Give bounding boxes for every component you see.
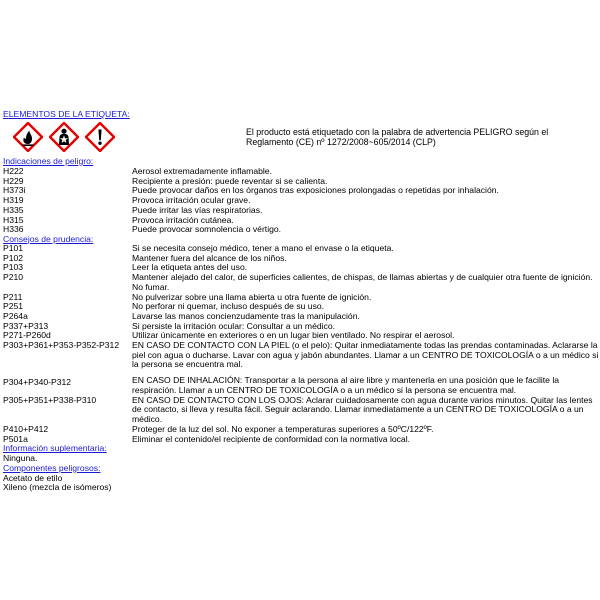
precaution-text: Eliminar el contenido/el recipiente de conformidad con la normativa local. <box>132 433 411 444</box>
precaution-text: Proteger de la luz del sol. No exponer a temperaturas superiores a 50ºC/122ºF. <box>132 424 434 434</box>
precautionary-statements-title: Consejos de prudencia: <box>3 233 94 244</box>
label-elements-title: ELEMENTOS DE LA ETIQUETA: <box>3 109 130 119</box>
supplementary-info-title: Información suplementaria: <box>3 443 107 454</box>
component-item: Acetato de etilo <box>3 472 63 483</box>
component-item: Xileno (mezcla de isómeros) <box>3 482 112 493</box>
hazard-code: H335 <box>3 204 24 215</box>
precaution-code: P501a <box>3 433 28 444</box>
precaution-code: P303+P361+P353-P352-P312 <box>3 340 120 350</box>
hazard-code: H373i <box>3 185 26 196</box>
hazard-code: H319 <box>3 195 24 206</box>
precaution-text: No pulverizar sobre una llama abierta u otra fuente de ignición. <box>132 291 372 302</box>
exclamation-icon <box>85 122 115 152</box>
hazard-text: Provoca irritación cutánea. <box>132 214 234 225</box>
precaution-code: P210 <box>3 272 24 283</box>
precaution-text: Si persiste la irritación ocular: Consultar a un médico. <box>132 320 335 331</box>
hazard-text: Provoca irritación ocular grave. <box>132 195 251 206</box>
health-hazard-icon <box>49 122 79 152</box>
hazard-statements-title: Indicaciones de peligro: <box>3 156 94 166</box>
precaution-code: P264a <box>3 310 28 321</box>
precaution-code: P304+P340-P312 <box>3 377 72 387</box>
hazard-text: Recipiente a presión: puede reventar si se calienta. <box>132 175 328 186</box>
hazard-text: Puede provocar somnolencia o vértigo. <box>132 224 282 235</box>
precaution-text: Mantener alejado del calor, de superficies calientes, de chispas, de llamas abiertas y de cualquier otra fuente de ignición. No fumar. <box>132 272 593 292</box>
precaution-code: P410+P412 <box>3 424 49 434</box>
precaution-text: EN CASO DE CONTACTO CON LA PIEL (o el pelo): Quitar inmediatamente todas las prendas contaminadas. Aclararse la piel con agua o ducharse. Lavar con agua y jabón abundantes. Llamar a un CENTRO DE TOXICOLOGÍA o a un médico si la persona se encuentra mal. <box>132 340 599 370</box>
precaution-text: Lavarse las manos concienzudamente tras la manipulación. <box>132 310 360 321</box>
precaution-code: P251 <box>3 301 24 312</box>
flame-icon <box>13 122 43 152</box>
hazard-text: Puede irritar las vías respiratorias. <box>132 204 263 215</box>
precaution-text: EN CASO DE INHALACIÓN: Transportar a la persona al aire libre y mantenerla en una posición que le facilite la respiración. Llamar a un CENTRO DE TOXICOLOGÍA o a un médico si la persona se encuentra mal. <box>132 375 560 395</box>
precaution-text: No perforar ni quemar, incluso después de su uso. <box>132 301 325 312</box>
precaution-code: P271-P260d <box>3 330 51 341</box>
precaution-text: Utilizar únicamente en exteriores o en un lugar bien ventilado. No respirar el aerosol. <box>132 330 455 341</box>
precaution-text: Mantener fuera del alcance de los niños. <box>132 252 287 263</box>
precaution-code: P101 <box>3 243 24 253</box>
precaution-code: P211 <box>3 291 23 302</box>
precaution-text: EN CASO DE CONTACTO CON LOS OJOS: Aclarar cuidadosamente con agua durante varios minutos. Quitar las lentes de contacto, si lleva y resulta fácil. Seguir aclarando. Llamar inmediatamente a un CENTRO DE TOXICOLOGÍA o a un médico. <box>132 394 593 424</box>
hazard-code: H222 <box>3 166 24 176</box>
hazard-code: H336 <box>3 224 24 235</box>
precaution-code: P305+P351+P338-P310 <box>3 394 97 405</box>
hazardous-components-title: Componentes peligrosos: <box>3 462 101 473</box>
precaution-code: P102 <box>3 252 24 263</box>
precaution-code: P103 <box>3 262 24 273</box>
clp-statement: El producto está etiquetado con la palabra de advertencia PELIGRO según el Reglamento (CE) nº 1272/2008~605/2014 (CLP) <box>246 127 549 147</box>
hazard-text: Puede provocar daños en los órganos tras exposiciones prolongadas o repetidas por inhalación. <box>132 185 499 196</box>
hazard-text: Aerosol extremadamente inflamable. <box>132 166 272 176</box>
precaution-text: Leer la etiqueta antes del uso. <box>132 262 248 273</box>
supplementary-info-value: Ninguna. <box>3 453 38 464</box>
precaution-text: Si se necesita consejo médico, tener a mano el envase o la etiqueta. <box>132 243 394 253</box>
hazard-code: H315 <box>3 214 24 225</box>
precaution-code: P337+P313 <box>3 320 49 331</box>
hazard-code: H229 <box>3 175 24 186</box>
